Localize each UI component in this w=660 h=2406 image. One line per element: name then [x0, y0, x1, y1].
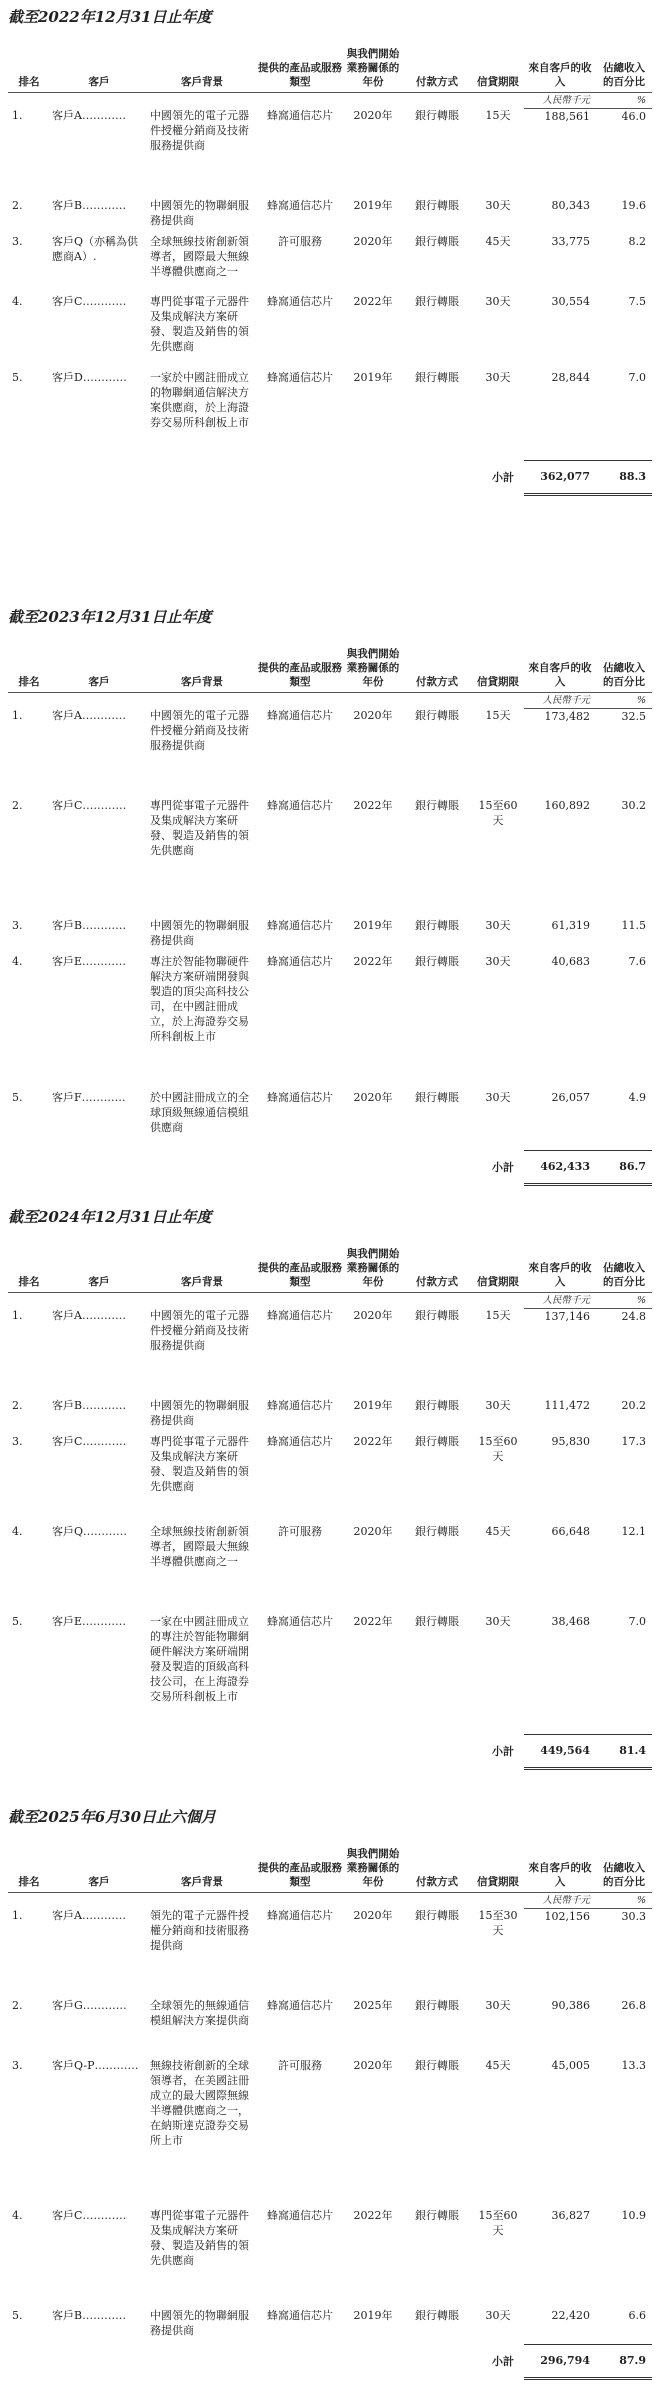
customer-cell: 客戶A…………: [52, 109, 126, 122]
unit-revenue: 人民幣千元: [524, 692, 596, 708]
year-cell: 2020年: [353, 1525, 393, 1538]
percent-cell: 4.9: [628, 1091, 646, 1104]
product-cell: 蜂窩通信芯片: [267, 199, 333, 212]
header-product: 提供的產品或服務類型: [256, 1832, 344, 1892]
rank-cell: 3.: [12, 919, 23, 932]
header-credit: 信貸期限: [472, 1232, 524, 1292]
year-cell: 2022年: [353, 955, 393, 968]
table-row: [8, 294, 652, 370]
background-cell: 於中國註冊成立的全球頂級無線通信模組供應商: [150, 1091, 249, 1134]
rank-cell: 2.: [12, 1999, 23, 2012]
credit-cell: 30天: [485, 919, 511, 932]
background-cell: 一家在中國註冊成立的專注於智能物聯網硬件解決方案研端開發及製造的頂級高科技公司，在上海證券交易所科創板上市: [150, 1615, 249, 1703]
table-row: [8, 234, 652, 294]
rank-cell: 5.: [12, 1091, 23, 1104]
rank-cell: 1.: [12, 1909, 23, 1922]
background-cell: 專門從事電子元器件及集成解決方案研發、製造及銷售的領先供應商: [150, 2209, 249, 2267]
table-row: [8, 1308, 652, 1398]
payment-cell: 銀行轉賬: [415, 1615, 459, 1628]
unit-revenue: 人民幣千元: [524, 1892, 596, 1908]
payment-cell: 銀行轉賬: [415, 2209, 459, 2222]
revenue-cell: 22,420: [551, 2309, 590, 2322]
credit-cell: 30天: [485, 371, 511, 384]
table-header-row: [8, 632, 652, 692]
rank-cell: 5.: [12, 2309, 23, 2322]
header-percent: 佔總收入的百分比: [596, 1832, 652, 1892]
header-rank: 排名: [8, 32, 50, 92]
subtotal-label: 小計: [492, 470, 514, 484]
table-row: [8, 954, 652, 1090]
customer-cell: 客戶A…………: [52, 1909, 126, 1922]
header-product: 提供的產品或服務類型: [256, 1232, 344, 1292]
percent-cell: 7.5: [628, 295, 646, 308]
section-title: 截至2023年12月31日止年度: [8, 608, 212, 626]
year-section: [0, 1200, 660, 1800]
product-cell: 許可服務: [278, 2059, 322, 2072]
percent-cell: 30.3: [621, 1909, 646, 1923]
percent-cell: 24.8: [621, 1309, 646, 1323]
year-cell: 2019年: [353, 371, 393, 384]
rank-cell: 2.: [12, 799, 23, 812]
rank-cell: 4.: [12, 2209, 23, 2222]
credit-cell: 30天: [485, 1999, 511, 2012]
header-percent: 佔總收入的百分比: [596, 632, 652, 692]
unit-percent: %: [596, 692, 652, 708]
background-cell: 專注於智能物聯硬件解決方案研端開發與製造的頂尖高科技公司，在中國註冊成立，於上海證券交易所科創板上市: [150, 955, 249, 1043]
customer-cell: 客戶C…………: [52, 2209, 127, 2222]
customer-cell: 客戶C…………: [52, 295, 127, 308]
rank-cell: 1.: [12, 109, 23, 122]
table-row: [8, 198, 652, 234]
revenue-cell: 36,827: [551, 2209, 590, 2222]
percent-cell: 6.6: [628, 2309, 646, 2322]
payment-cell: 銀行轉賬: [415, 799, 459, 812]
customer-cell: 客戶C…………: [52, 1435, 127, 1448]
subtotal-row: [8, 1150, 652, 1184]
year-cell: 2020年: [353, 1091, 393, 1104]
rank-cell: 3.: [12, 2059, 23, 2072]
percent-cell: 32.5: [621, 709, 646, 723]
header-revenue: 來自客戶的收入: [524, 1232, 596, 1292]
section-title: 截至2022年12月31日止年度: [8, 8, 212, 26]
year-section: [0, 1800, 660, 2400]
subtotal-revenue: 296,794: [524, 2344, 596, 2378]
product-cell: 蜂窩通信芯片: [267, 1399, 333, 1412]
table-row: [8, 708, 652, 798]
header-background: 客戶背景: [148, 1232, 256, 1292]
table-row: [8, 1998, 652, 2058]
credit-cell: 15至60天: [478, 1435, 518, 1463]
payment-cell: 銀行轉賬: [415, 295, 459, 308]
year-cell: 2022年: [353, 1615, 393, 1628]
table-row: [8, 2058, 652, 2208]
product-cell: 蜂窩通信芯片: [267, 371, 333, 384]
revenue-cell: 40,683: [551, 955, 590, 968]
subtotal-row: [8, 1734, 652, 1768]
revenue-cell: 188,561: [544, 109, 590, 123]
revenue-cell: 173,482: [544, 709, 590, 723]
year-cell: 2022年: [353, 1435, 393, 1448]
percent-cell: 11.5: [621, 919, 646, 932]
unit-row: [8, 692, 652, 708]
table-row: [8, 370, 652, 460]
percent-cell: 19.6: [621, 199, 646, 212]
customer-cell: 客戶B…………: [52, 1399, 127, 1412]
header-payment: 付款方式: [402, 1832, 472, 1892]
unit-percent: %: [596, 92, 652, 108]
unit-revenue: 人民幣千元: [524, 1292, 596, 1308]
year-cell: 2022年: [353, 799, 393, 812]
revenue-cell: 26,057: [551, 1091, 590, 1104]
customer-cell: 客戶B…………: [52, 2309, 127, 2322]
revenue-cell: 66,648: [551, 1525, 590, 1538]
year-cell: 2019年: [353, 1399, 393, 1412]
year-cell: 2020年: [353, 2059, 393, 2072]
product-cell: 蜂窩通信芯片: [267, 799, 333, 812]
header-payment: 付款方式: [402, 32, 472, 92]
table-row: [8, 798, 652, 918]
rank-cell: 1.: [12, 709, 23, 722]
header-rank: 排名: [8, 1832, 50, 1892]
rank-cell: 3.: [12, 1435, 23, 1448]
year-cell: 2020年: [353, 709, 393, 722]
customer-cell: 客戶B…………: [52, 919, 127, 932]
unit-row: [8, 1892, 652, 1908]
payment-cell: 銀行轉賬: [415, 199, 459, 212]
customer-cell: 客戶F…………: [52, 1091, 126, 1104]
customer-cell: 客戶B…………: [52, 199, 127, 212]
header-rank: 排名: [8, 632, 50, 692]
header-background: 客戶背景: [148, 1832, 256, 1892]
product-cell: 蜂窩通信芯片: [267, 2209, 333, 2222]
credit-cell: 30天: [485, 199, 511, 212]
revenue-cell: 28,844: [551, 371, 590, 384]
table-row: [8, 1090, 652, 1150]
table-row: [8, 2308, 652, 2344]
product-cell: 許可服務: [278, 1525, 322, 1538]
credit-cell: 45天: [485, 1525, 511, 1538]
payment-cell: 銀行轉賬: [415, 955, 459, 968]
revenue-cell: 102,156: [544, 1909, 590, 1923]
customer-cell: 客戶C…………: [52, 799, 127, 812]
table-row: [8, 2208, 652, 2308]
product-cell: 蜂窩通信芯片: [267, 1999, 333, 2012]
header-revenue: 來自客戶的收入: [524, 1832, 596, 1892]
top-customers-table: [8, 1232, 652, 1770]
year-cell: 2022年: [353, 295, 393, 308]
header-payment: 付款方式: [402, 632, 472, 692]
top-customers-table: [8, 632, 652, 1186]
revenue-cell: 111,472: [544, 1399, 590, 1412]
revenue-cell: 30,554: [551, 295, 590, 308]
background-cell: 全球領先的無線通信模組解決方案提供商: [150, 1999, 249, 2027]
percent-cell: 30.2: [621, 799, 646, 812]
product-cell: 蜂窩通信芯片: [267, 919, 333, 932]
table-row: [8, 1614, 652, 1734]
table-row: [8, 1908, 652, 1998]
payment-cell: 銀行轉賬: [415, 371, 459, 384]
product-cell: 許可服務: [278, 235, 322, 248]
unit-revenue: 人民幣千元: [524, 92, 596, 108]
table-row: [8, 1524, 652, 1614]
subtotal-percent: 87.9: [596, 2344, 652, 2378]
unit-percent: %: [596, 1892, 652, 1908]
revenue-cell: 95,830: [551, 1435, 590, 1448]
subtotal-revenue: 449,564: [524, 1734, 596, 1768]
payment-cell: 銀行轉賬: [415, 919, 459, 932]
revenue-cell: 160,892: [544, 799, 590, 812]
subtotal-percent: 88.3: [596, 460, 652, 494]
rank-cell: 4.: [12, 295, 23, 308]
subtotal-label: 小計: [492, 2354, 514, 2368]
background-cell: 專門從事電子元器件及集成解決方案研發、製造及銷售的領先供應商: [150, 1435, 249, 1493]
year-cell: 2020年: [353, 1309, 393, 1322]
table-header-row: [8, 1232, 652, 1292]
rank-cell: 5.: [12, 371, 23, 384]
header-customer: 客戶: [50, 1832, 148, 1892]
header-year: 與我們開始業務關係的年份: [344, 1832, 402, 1892]
payment-cell: 銀行轉賬: [415, 709, 459, 722]
credit-cell: 15至60天: [478, 2209, 518, 2237]
percent-cell: 10.9: [621, 2209, 646, 2222]
background-cell: 中國領先的電子元器件授權分銷商及技術服務提供商: [150, 709, 249, 752]
revenue-cell: 61,319: [551, 919, 590, 932]
rank-cell: 2.: [12, 1399, 23, 1412]
payment-cell: 銀行轉賬: [415, 2309, 459, 2322]
customer-cell: 客戶G…………: [52, 1999, 127, 2012]
header-credit: 信貸期限: [472, 1832, 524, 1892]
subtotal-revenue: 462,433: [524, 1150, 596, 1184]
header-year: 與我們開始業務關係的年份: [344, 632, 402, 692]
subtotal-label: 小計: [492, 1744, 514, 1758]
header-payment: 付款方式: [402, 1232, 472, 1292]
year-cell: 2019年: [353, 2309, 393, 2322]
customer-cell: 客戶E…………: [52, 1615, 127, 1628]
header-revenue: 來自客戶的收入: [524, 32, 596, 92]
background-cell: 中國領先的物聯網服務提供商: [150, 1399, 249, 1427]
section-title: 截至2025年6月30日止六個月: [8, 1808, 217, 1826]
header-background: 客戶背景: [148, 32, 256, 92]
table-row: [8, 1398, 652, 1434]
percent-cell: 17.3: [621, 1435, 646, 1448]
header-year: 與我們開始業務關係的年份: [344, 32, 402, 92]
percent-cell: 13.3: [621, 2059, 646, 2072]
product-cell: 蜂窩通信芯片: [267, 1309, 333, 1322]
year-cell: 2022年: [353, 2209, 393, 2222]
subtotal-percent: 86.7: [596, 1150, 652, 1184]
product-cell: 蜂窩通信芯片: [267, 1435, 333, 1448]
revenue-cell: 38,468: [551, 1615, 590, 1628]
section-title: 截至2024年12月31日止年度: [8, 1208, 212, 1226]
top-customers-table: [8, 1832, 652, 2380]
payment-cell: 銀行轉賬: [415, 109, 459, 122]
header-customer: 客戶: [50, 1232, 148, 1292]
percent-cell: 7.6: [628, 955, 646, 968]
payment-cell: 銀行轉賬: [415, 2059, 459, 2072]
rank-cell: 1.: [12, 1309, 23, 1322]
product-cell: 蜂窩通信芯片: [267, 955, 333, 968]
credit-cell: 15天: [485, 109, 511, 122]
rank-cell: 4.: [12, 1525, 23, 1538]
header-percent: 佔總收入的百分比: [596, 1232, 652, 1292]
subtotal-percent: 81.4: [596, 1734, 652, 1768]
revenue-cell: 33,775: [551, 235, 590, 248]
table-row: [8, 108, 652, 198]
percent-cell: 12.1: [621, 1525, 646, 1538]
product-cell: 蜂窩通信芯片: [267, 295, 333, 308]
payment-cell: 銀行轉賬: [415, 1999, 459, 2012]
header-product: 提供的產品或服務類型: [256, 632, 344, 692]
customer-cell: 客戶Q…………: [52, 1525, 128, 1538]
header-percent: 佔總收入的百分比: [596, 32, 652, 92]
credit-cell: 15至30天: [478, 1909, 518, 1937]
percent-cell: 8.2: [628, 235, 646, 248]
product-cell: 蜂窩通信芯片: [267, 1909, 333, 1922]
table-header-row: [8, 32, 652, 92]
customer-cell: 客戶Q-P…………: [52, 2059, 139, 2072]
background-cell: 中國領先的物聯網服務提供商: [150, 199, 249, 227]
rank-cell: 3.: [12, 235, 23, 248]
year-cell: 2020年: [353, 1909, 393, 1922]
customer-cell: 客戶E…………: [52, 955, 127, 968]
credit-cell: 45天: [485, 2059, 511, 2072]
customer-cell: 客戶D…………: [52, 371, 127, 384]
header-year: 與我們開始業務關係的年份: [344, 1232, 402, 1292]
revenue-cell: 80,343: [551, 199, 590, 212]
year-section: [0, 600, 660, 1200]
background-cell: 中國領先的電子元器件授權分銷商及技術服務提供商: [150, 1309, 249, 1352]
header-rank: 排名: [8, 1232, 50, 1292]
payment-cell: 銀行轉賬: [415, 1309, 459, 1322]
credit-cell: 30天: [485, 2309, 511, 2322]
payment-cell: 銀行轉賬: [415, 1435, 459, 1448]
credit-cell: 45天: [485, 235, 511, 248]
percent-cell: 26.8: [621, 1999, 646, 2012]
header-credit: 信貸期限: [472, 32, 524, 92]
subtotal-row: [8, 2344, 652, 2378]
background-cell: 專門從事電子元器件及集成解決方案研發、製造及銷售的領先供應商: [150, 295, 249, 353]
subtotal-row: [8, 460, 652, 494]
credit-cell: 15天: [485, 1309, 511, 1322]
payment-cell: 銀行轉賬: [415, 1525, 459, 1538]
year-cell: 2020年: [353, 109, 393, 122]
product-cell: 蜂窩通信芯片: [267, 709, 333, 722]
header-product: 提供的產品或服務類型: [256, 32, 344, 92]
background-cell: 一家於中國註冊成立的物聯網通信解決方案供應商，於上海證券交易所科創板上市: [150, 371, 249, 429]
header-customer: 客戶: [50, 632, 148, 692]
product-cell: 蜂窩通信芯片: [267, 1615, 333, 1628]
background-cell: 專門從事電子元器件及集成解決方案研發、製造及銷售的領先供應商: [150, 799, 249, 857]
background-cell: 中國領先的物聯網服務提供商: [150, 919, 249, 947]
revenue-cell: 45,005: [551, 2059, 590, 2072]
header-background: 客戶背景: [148, 632, 256, 692]
rank-cell: 4.: [12, 955, 23, 968]
customer-cell: 客戶A…………: [52, 709, 126, 722]
year-cell: 2025年: [353, 1999, 393, 2012]
credit-cell: 30天: [485, 955, 511, 968]
payment-cell: 銀行轉賬: [415, 1399, 459, 1412]
subtotal-revenue: 362,077: [524, 460, 596, 494]
revenue-cell: 90,386: [551, 1999, 590, 2012]
product-cell: 蜂窩通信芯片: [267, 2309, 333, 2322]
credit-cell: 30天: [485, 1615, 511, 1628]
percent-cell: 46.0: [621, 109, 646, 123]
top-customers-table: [8, 32, 652, 496]
credit-cell: 15至60天: [478, 799, 518, 827]
unit-row: [8, 92, 652, 108]
percent-cell: 7.0: [628, 1615, 646, 1628]
rank-cell: 5.: [12, 1615, 23, 1628]
credit-cell: 30天: [485, 295, 511, 308]
year-section: [0, 0, 660, 600]
percent-cell: 20.2: [621, 1399, 646, 1412]
year-cell: 2020年: [353, 235, 393, 248]
revenue-cell: 137,146: [544, 1309, 590, 1323]
background-cell: 領先的電子元器件授權分銷商和技術服務提供商: [150, 1909, 249, 1952]
year-cell: 2019年: [353, 919, 393, 932]
unit-percent: %: [596, 1292, 652, 1308]
table-header-row: [8, 1832, 652, 1892]
credit-cell: 30天: [485, 1399, 511, 1412]
background-cell: 中國領先的電子元器件授權分銷商及技術服務提供商: [150, 109, 249, 152]
header-customer: 客戶: [50, 32, 148, 92]
payment-cell: 銀行轉賬: [415, 1909, 459, 1922]
payment-cell: 銀行轉賬: [415, 235, 459, 248]
background-cell: 全球無線技術創新領導者，國際最大無線半導體供應商之一: [150, 235, 249, 278]
background-cell: 全球無線技術創新領導者，國際最大無線半導體供應商之一: [150, 1525, 249, 1568]
credit-cell: 30天: [485, 1091, 511, 1104]
background-cell: 中國領先的物聯網服務提供商: [150, 2309, 249, 2337]
background-cell: 無線技術創新的全球領導者，在美國註冊成立的最大國際無線半導體供應商之一，在納斯達克證券交易所上市: [150, 2059, 249, 2147]
credit-cell: 15天: [485, 709, 511, 722]
unit-row: [8, 1292, 652, 1308]
product-cell: 蜂窩通信芯片: [267, 109, 333, 122]
rank-cell: 2.: [12, 199, 23, 212]
header-revenue: 來自客戶的收入: [524, 632, 596, 692]
customer-cell: 客戶Q（亦稱為供應商A）.: [52, 235, 139, 263]
table-row: [8, 1434, 652, 1524]
table-row: [8, 918, 652, 954]
year-cell: 2019年: [353, 199, 393, 212]
subtotal-label: 小計: [492, 1160, 514, 1174]
payment-cell: 銀行轉賬: [415, 1091, 459, 1104]
percent-cell: 7.0: [628, 371, 646, 384]
header-credit: 信貸期限: [472, 632, 524, 692]
product-cell: 蜂窩通信芯片: [267, 1091, 333, 1104]
customer-cell: 客戶A…………: [52, 1309, 126, 1322]
